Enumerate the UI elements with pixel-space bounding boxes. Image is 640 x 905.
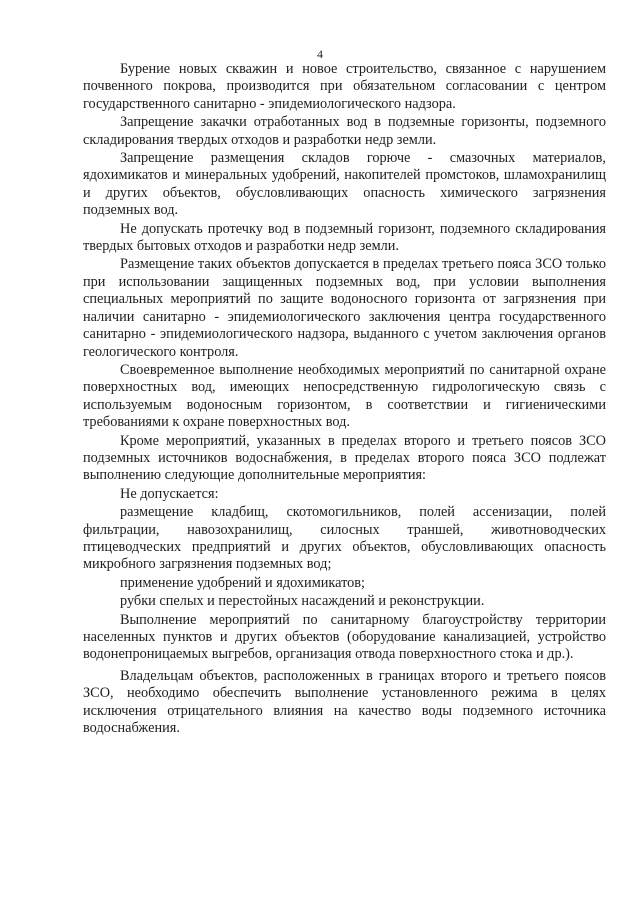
paragraph-additional-measures: Кроме мероприятий, указанных в пределах второго и третьего поясов ЗСО подземных источников водоснабжения, в пределах второго пояса ЗСО подлежат выполнению следующие дополнительные мероприятия: (83, 432, 606, 484)
paragraph-drilling: Бурение новых скважин и новое строительство, связанное с нарушением почвенного покрова, производится при обязательном согласовании с центром государственного санитарно - эпидемиологического надзора. (83, 61, 606, 112)
paragraph-felling: рубки спелых и перестойных насаждений и реконструкции. (120, 593, 485, 610)
paragraph-third-zone-placement: Размещение таких объектов допускается в пределах третьего пояса ЗСО только при использовании защищенных подземных вод, при условии выполнения специальных мероприятий по защите водоносного горизонта от загрязнения при наличии санитарно - эпидемиологического заключения центра государственного санитарно - эпидемиологического надзора, выданного с учетом заключения органов геологического контроля. (83, 256, 606, 360)
paragraph-not-allowed: Не допускается: (120, 485, 219, 502)
page-number: 4 (317, 47, 323, 61)
paragraph-surface-water-protection: Своевременное выполнение необходимых мероприятий по санитарной охране поверхностных вод, имеющих непосредственную гидрологическую связь с используемым водоносным горизонтом, в соответствии и гигиеническими требованиями к охране поверхностных вод. (83, 361, 606, 431)
paragraph-fertilizers: применение удобрений и ядохимикатов; (120, 574, 366, 591)
paragraph-owners-obligation: Владельцам объектов, расположенных в границах второго и третьего поясов ЗСО, необходимо обеспечить выполнение установленного режима в целях исключения отрицательного влияния на качество воды подземного источника водоснабжения. (83, 667, 606, 737)
paragraph-leak-prevention: Не допускать протечку вод в подземный горизонт, подземного складирования твердых бытовых отходов и разработки недр земли. (83, 220, 606, 255)
document-body (83, 61, 606, 737)
paragraph-sanitary-improvement: Выполнение мероприятий по санитарному благоустройству территории населенных пунктов и других объектов (оборудование канализацией, устройство водонепроницаемых выгребов, организация отвода поверхностного стока и др.). (83, 611, 606, 663)
paragraph-placement-list: размещение кладбищ, скотомогильников, полей ассенизации, полей фильтрации, навозохранилищ, силосных траншей, животноводческих птицеводческих предприятий и других объектов, обусловливающих опасность микробного загрязнения подземных вод; (83, 504, 606, 573)
paragraph-injection-ban: Запрещение закачки отработанных вод в подземные горизонты, подземного складирования твердых отходов и разработки недр земли. (83, 114, 606, 148)
paragraph-storage-ban: Запрещение размещения складов горюче - смазочных материалов, ядохимикатов и минеральных удобрений, накопителей промстоков, шламохранилищ и других объектов, обусловливающих опасность химического загрязнения подземных вод. (83, 150, 606, 219)
